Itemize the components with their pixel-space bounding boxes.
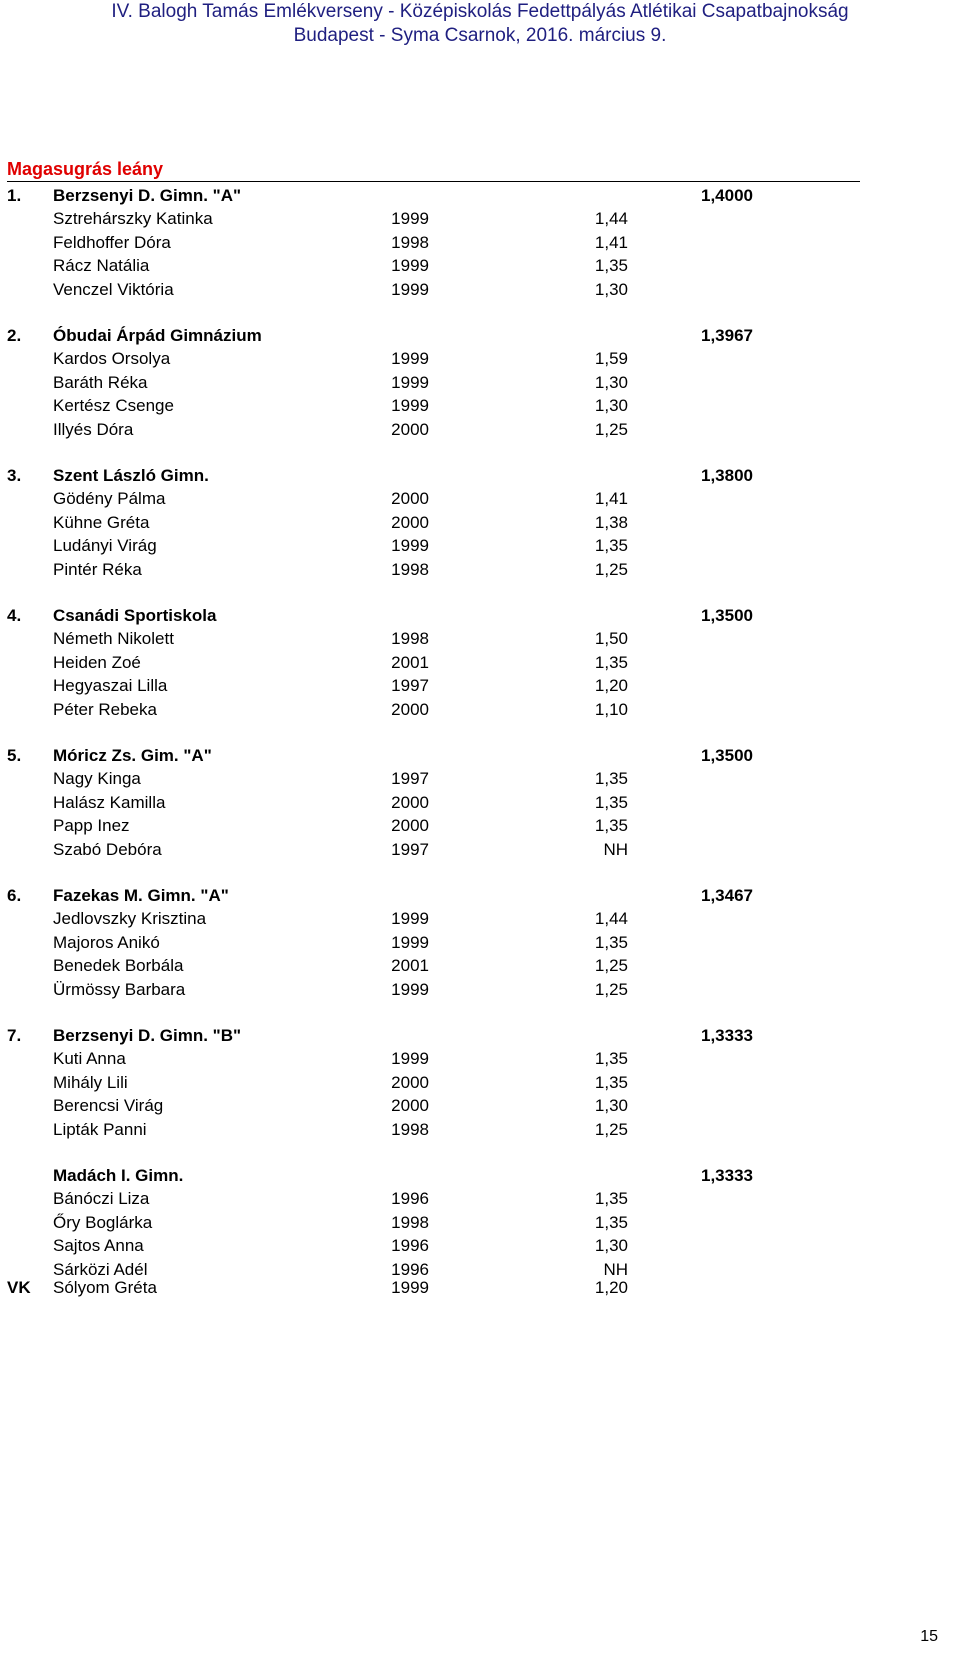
athlete-row bbox=[0, 558, 960, 581]
athlete-name: Baráth Réka bbox=[53, 372, 148, 392]
athlete-row bbox=[0, 1211, 960, 1234]
athlete-result: 1,25 bbox=[594, 559, 628, 579]
athlete-name: Pintér Réka bbox=[53, 559, 142, 579]
athlete-row bbox=[0, 511, 960, 534]
athlete-result: 1,44 bbox=[594, 909, 628, 929]
athlete-name: Venczel Viktória bbox=[53, 279, 174, 299]
athlete-row bbox=[0, 791, 960, 814]
athlete-result: 1,25 bbox=[594, 956, 628, 976]
team-block bbox=[0, 744, 960, 884]
athlete-row bbox=[0, 1234, 960, 1257]
athlete-result: 1,35 bbox=[594, 792, 628, 812]
athlete-result: 1,59 bbox=[594, 349, 628, 369]
athlete-year: 2001 bbox=[391, 652, 429, 672]
athlete-row bbox=[0, 394, 960, 417]
team-name: Berzsenyi D. Gimn. "A" bbox=[53, 186, 242, 205]
athlete-result: NH bbox=[603, 839, 628, 859]
athlete-year: 1997 bbox=[391, 769, 429, 789]
team-block bbox=[0, 884, 960, 1024]
athlete-year: 1999 bbox=[391, 372, 429, 392]
athlete-row bbox=[0, 231, 960, 254]
athlete-name: Halász Kamilla bbox=[53, 792, 166, 812]
athlete-year: 2000 bbox=[391, 1096, 429, 1116]
athlete-name: Mihály Lili bbox=[53, 1072, 128, 1092]
team-rank: 3. bbox=[7, 466, 22, 485]
athlete-year: 1998 bbox=[391, 629, 429, 649]
team-row bbox=[0, 1164, 960, 1187]
athlete-result: 1,30 bbox=[594, 372, 628, 392]
athlete-result: 1,30 bbox=[594, 279, 628, 299]
athlete-row bbox=[0, 418, 960, 441]
team-score: 1,3500 bbox=[701, 606, 753, 625]
divider bbox=[7, 181, 860, 182]
athlete-year: 1999 bbox=[391, 256, 429, 276]
athlete-result: 1,35 bbox=[594, 1049, 628, 1069]
athlete-row bbox=[0, 954, 960, 977]
athlete-row bbox=[0, 674, 960, 697]
vk-row bbox=[0, 1276, 960, 1299]
athlete-result: 1,35 bbox=[594, 1189, 628, 1209]
competition-title: IV. Balogh Tamás Emlékverseny - Középiskolás Fedettpályás Atlétikai Csapatbajnokság bbox=[111, 1, 849, 22]
athlete-name: Feldhoffer Dóra bbox=[53, 232, 171, 252]
athlete-name: Kuti Anna bbox=[53, 1049, 126, 1069]
athlete-year: 1999 bbox=[391, 909, 429, 929]
team-name: Szent László Gimn. bbox=[53, 466, 209, 485]
athlete-row bbox=[0, 278, 960, 301]
event-title: Magasugrás leány bbox=[7, 159, 164, 179]
athlete-year: 2000 bbox=[391, 512, 429, 532]
team-row bbox=[0, 184, 960, 207]
athlete-result: 1,41 bbox=[594, 232, 628, 252]
team-name: Óbudai Árpád Gimnázium bbox=[53, 326, 262, 345]
athlete-name: Lipták Panni bbox=[53, 1119, 147, 1139]
athlete-result: 1,41 bbox=[594, 489, 628, 509]
athlete-name: Kühne Gréta bbox=[53, 512, 150, 532]
athlete-year: 2000 bbox=[391, 419, 429, 439]
team-row bbox=[0, 464, 960, 487]
athlete-name: Rácz Natália bbox=[53, 256, 150, 276]
athlete-year: 1998 bbox=[391, 1119, 429, 1139]
athlete-year: 1997 bbox=[391, 839, 429, 859]
athlete-name: Ludányi Virág bbox=[53, 536, 157, 556]
team-score: 1,3467 bbox=[701, 886, 753, 905]
athlete-name: Jedlovszky Krisztina bbox=[53, 909, 207, 929]
athlete-name: Kardos Orsolya bbox=[53, 349, 171, 369]
athlete-row bbox=[0, 931, 960, 954]
athlete-result: 1,20 bbox=[594, 1278, 628, 1297]
athlete-result: 1,25 bbox=[594, 419, 628, 439]
athlete-result: 1,50 bbox=[594, 629, 628, 649]
athlete-row bbox=[0, 627, 960, 650]
athlete-year: 1998 bbox=[391, 232, 429, 252]
athlete-row bbox=[0, 698, 960, 721]
athlete-row bbox=[0, 1071, 960, 1094]
athlete-result: 1,20 bbox=[594, 676, 628, 696]
athlete-result: 1,30 bbox=[594, 396, 628, 416]
athlete-name: Berencsi Virág bbox=[53, 1096, 164, 1116]
athlete-result: 1,25 bbox=[594, 979, 628, 999]
team-block bbox=[0, 1024, 960, 1164]
athlete-year: 1999 bbox=[391, 1278, 429, 1297]
athlete-year: 1998 bbox=[391, 1212, 429, 1232]
athlete-year: 1999 bbox=[391, 536, 429, 556]
team-rank: 7. bbox=[7, 1026, 22, 1045]
athlete-name: Illyés Dóra bbox=[53, 419, 134, 439]
athlete-name: Sajtos Anna bbox=[53, 1236, 144, 1256]
athlete-row bbox=[0, 767, 960, 790]
team-block bbox=[0, 324, 960, 464]
team-score: 1,3800 bbox=[701, 466, 753, 485]
athlete-result: 1,38 bbox=[594, 512, 628, 532]
athlete-row bbox=[0, 1118, 960, 1141]
team-name: Berzsenyi D. Gimn. "B" bbox=[53, 1026, 242, 1045]
athlete-year: 1996 bbox=[391, 1236, 429, 1256]
athlete-result: NH bbox=[603, 1259, 628, 1279]
athlete-year: 1998 bbox=[391, 559, 429, 579]
athlete-year: 1999 bbox=[391, 979, 429, 999]
team-row bbox=[0, 884, 960, 907]
team-rank: 2. bbox=[7, 326, 22, 345]
team-name: Móricz Zs. Gim. "A" bbox=[53, 746, 212, 765]
athlete-name: Sárközi Adél bbox=[53, 1259, 148, 1279]
team-score: 1,3333 bbox=[701, 1166, 753, 1185]
team-rank: 6. bbox=[7, 886, 22, 905]
athlete-row bbox=[0, 1187, 960, 1210]
athlete-result: 1,35 bbox=[594, 1212, 628, 1232]
athlete-result: 1,30 bbox=[594, 1096, 628, 1116]
athlete-year: 1999 bbox=[391, 279, 429, 299]
athlete-row bbox=[0, 978, 960, 1001]
athlete-year: 2000 bbox=[391, 792, 429, 812]
team-score: 1,4000 bbox=[701, 186, 753, 205]
team-row bbox=[0, 1024, 960, 1047]
athlete-result: 1,35 bbox=[594, 769, 628, 789]
page-number: 15 bbox=[920, 1628, 938, 1645]
team-score: 1,3967 bbox=[701, 326, 753, 345]
athlete-result: 1,30 bbox=[594, 1236, 628, 1256]
athlete-year: 1996 bbox=[391, 1189, 429, 1209]
team-name: Fazekas M. Gimn. "A" bbox=[53, 886, 229, 905]
athlete-year: 1999 bbox=[391, 932, 429, 952]
vk-label: VK bbox=[7, 1278, 31, 1297]
team-block bbox=[0, 184, 960, 324]
athlete-year: 1999 bbox=[391, 1049, 429, 1069]
athlete-name: Benedek Borbála bbox=[53, 956, 184, 976]
athlete-year: 2000 bbox=[391, 699, 429, 719]
athlete-result: 1,10 bbox=[594, 699, 628, 719]
team-block bbox=[0, 464, 960, 604]
venue-date: Budapest - Syma Csarnok, 2016. március 9. bbox=[293, 25, 667, 46]
athlete-row bbox=[0, 254, 960, 277]
athlete-name: Szabó Debóra bbox=[53, 839, 162, 859]
athlete-year: 1999 bbox=[391, 349, 429, 369]
athlete-name: Majoros Anikó bbox=[53, 932, 160, 952]
athlete-name: Gödény Pálma bbox=[53, 489, 166, 509]
athlete-name: Hegyaszai Lilla bbox=[53, 676, 168, 696]
athlete-result: 1,35 bbox=[594, 1072, 628, 1092]
athlete-row bbox=[0, 838, 960, 861]
athlete-name: Sólyom Gréta bbox=[53, 1278, 157, 1297]
athlete-year: 1999 bbox=[391, 209, 429, 229]
athlete-row bbox=[0, 371, 960, 394]
results-list bbox=[0, 184, 960, 1304]
athlete-row bbox=[0, 487, 960, 510]
team-name: Csanádi Sportiskola bbox=[53, 606, 217, 625]
athlete-year: 2001 bbox=[391, 956, 429, 976]
athlete-name: Nagy Kinga bbox=[53, 769, 141, 789]
athlete-row bbox=[0, 907, 960, 930]
athlete-row bbox=[0, 1047, 960, 1070]
team-row bbox=[0, 744, 960, 767]
athlete-year: 1997 bbox=[391, 676, 429, 696]
athlete-name: Őry Boglárka bbox=[53, 1212, 153, 1232]
athlete-row bbox=[0, 207, 960, 230]
team-score: 1,3333 bbox=[701, 1026, 753, 1045]
athlete-name: Papp Inez bbox=[53, 816, 130, 836]
athlete-result: 1,25 bbox=[594, 1119, 628, 1139]
team-row bbox=[0, 604, 960, 627]
athlete-name: Péter Rebeka bbox=[53, 699, 157, 719]
team-rank: 1. bbox=[7, 186, 22, 205]
athlete-year: 2000 bbox=[391, 816, 429, 836]
athlete-result: 1,35 bbox=[594, 932, 628, 952]
athlete-year: 2000 bbox=[391, 1072, 429, 1092]
athlete-row bbox=[0, 814, 960, 837]
athlete-name: Kertész Csenge bbox=[53, 396, 174, 416]
athlete-result: 1,35 bbox=[594, 536, 628, 556]
document-header bbox=[0, 0, 960, 48]
athlete-name: Bánóczi Liza bbox=[53, 1189, 150, 1209]
athlete-year: 1996 bbox=[391, 1259, 429, 1279]
athlete-result: 1,35 bbox=[594, 652, 628, 672]
athlete-year: 2000 bbox=[391, 489, 429, 509]
team-block bbox=[0, 604, 960, 744]
team-score: 1,3500 bbox=[701, 746, 753, 765]
team-name: Madách I. Gimn. bbox=[53, 1166, 184, 1185]
athlete-name: Németh Nikolett bbox=[53, 629, 174, 649]
athlete-row bbox=[0, 1094, 960, 1117]
team-rank: 4. bbox=[7, 606, 22, 625]
team-row bbox=[0, 324, 960, 347]
athlete-result: 1,35 bbox=[594, 816, 628, 836]
athlete-row bbox=[0, 347, 960, 370]
athlete-result: 1,44 bbox=[594, 209, 628, 229]
athlete-year: 1999 bbox=[391, 396, 429, 416]
athlete-name: Sztrehárszky Katinka bbox=[53, 209, 213, 229]
athlete-name: Heiden Zoé bbox=[53, 652, 141, 672]
athlete-result: 1,35 bbox=[594, 256, 628, 276]
team-rank: 5. bbox=[7, 746, 22, 765]
athlete-name: Ürmössy Barbara bbox=[53, 979, 186, 999]
athlete-row bbox=[0, 651, 960, 674]
athlete-row bbox=[0, 534, 960, 557]
